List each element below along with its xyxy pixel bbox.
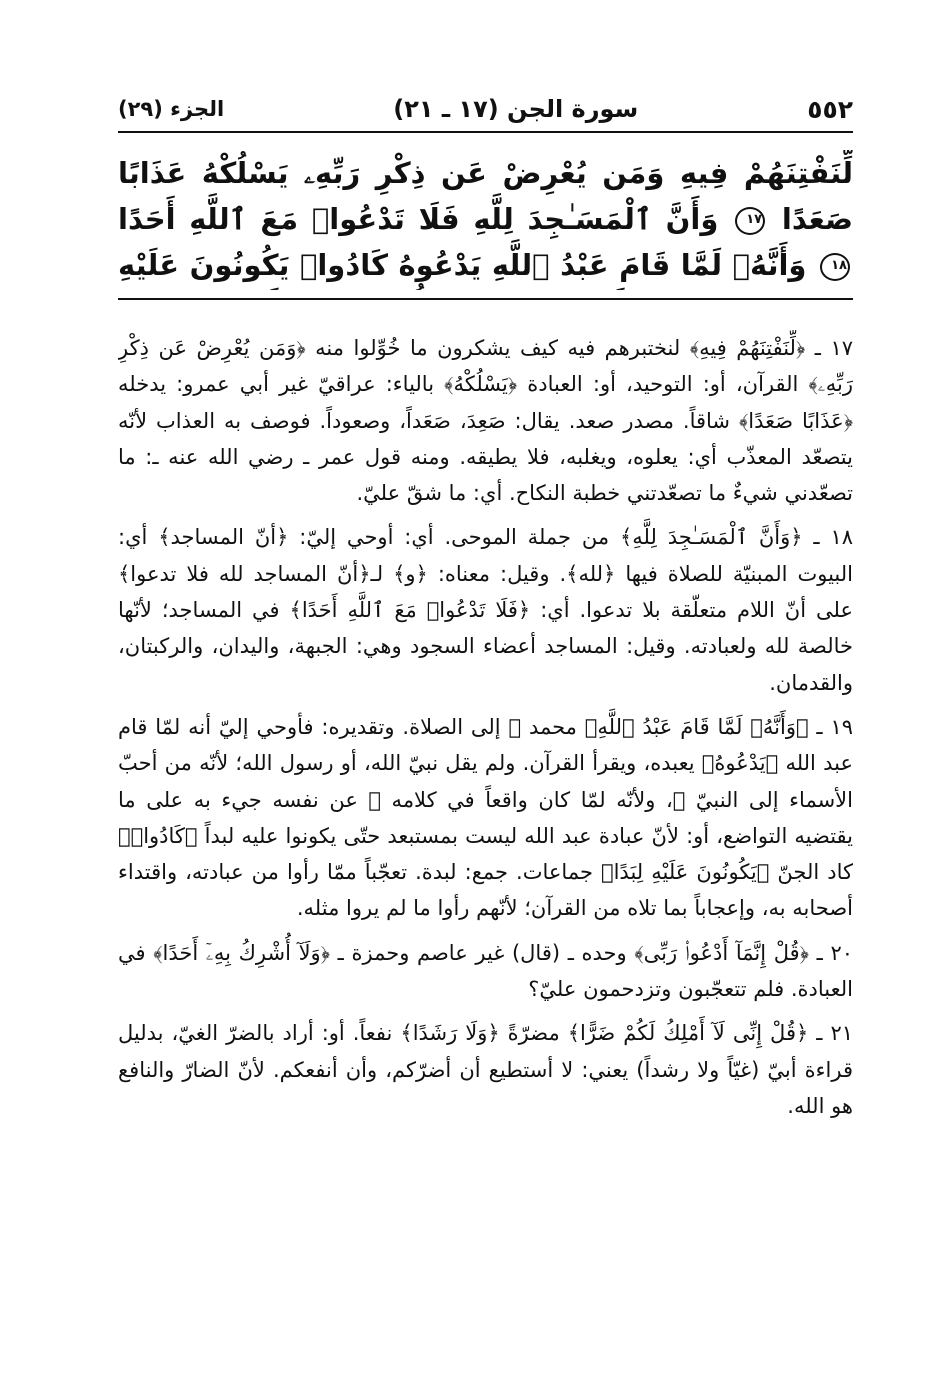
commentary-block (118, 330, 853, 1330)
verse-17-text: لِّنَفْتِنَهُمْ فِيهِ وَمَن يُعْرِضْ عَن ذِكْرِ رَبِّهِۦ يَسْلُكْهُ عَذَابًا صَعَدًا (118, 156, 853, 236)
header-divider (118, 131, 853, 133)
commentary-paragraph-20: ٢٠ ـ ﴿قُلْ إِنَّمَآ أَدْعُوا۟ رَبِّى﴾ وحده ـ (قال) غير عاصم وحمزة ـ ﴿وَلَآ أُشْرِكُ بِهِۦٓ أَحَدًا﴾ في العبادة. فلم تتعجّبون وتزدحمون عليّ؟ (118, 940, 853, 1002)
verse-18-text: وَأَنَّ ٱلْمَسَـٰجِدَ لِلَّهِ فَلَا تَدْعُوا۟ مَعَ ٱللَّهِ أَحَدًا (118, 202, 719, 236)
verse-17-marker: ١٧ (735, 207, 765, 235)
surah-title: سورة الجن (١٧ ـ ٢١) (393, 95, 639, 123)
commentary-paragraph-17: ١٧ ـ ﴿لِّنَفْتِنَهُمْ فِيهِ﴾ لنختبرهم فيه كيف يشكرون ما خُوِّلوا منه ﴿وَمَن يُعْرِضْ عَن ذِكْرِ رَبِّهِۦ﴾ القرآن، أو: التوحيد، أو: العبادة ﴿يَسْلُكْهُ﴾ بالياء: عراقيّ غير أبي عمرو: يدخله ﴿عَذَابًا صَعَدًا﴾ شاقاً. مصدر صعد. يقال: صَعِدَ، صَعَداً، وصعوداً. فوصف به العذاب لأنّه يتصعّد المعذّب أي: يعلوه، ويغلبه، فلا يطيقه. ومنه قول عمر ـ رضي الله عنه ـ: ما تصعّدني شيءٌ ما تصعّدتني خطبة النكاح. أي: ما شقّ عليّ. (118, 336, 853, 506)
commentary-paragraph-19: ١٩ ـ ﴿وَأَنَّهُۥ لَمَّا قَامَ عَبْدُ ٱللَّهِ﴾ محمد ﷺ إلى الصلاة. وتقديره: فأوحي إليّ أنه لمّا قام عبد الله ﴿يَدْعُوهُ﴾ يعبده، ويقرأ القرآن. ولم يقل نبيّ الله، أو رسول الله؛ لأنّه من أحبّ الأسماء إلى النبيّ ﷺ، ولأنّه لمّا كان واقعاً في كلامه ﷺ عن نفسه جيء به على ما يقتضيه التواضع، أو: لأنّ عبادة عبد الله ليست بمستبعد حتّى يكونوا عليه لبداً ﴿كَادُوا۟﴾ كاد الجنّ ﴿يَكُونُونَ عَلَيْهِ لِبَدًا﴾ جماعات. جمع: لبدة. تعجّباً ممّا رأوا من عبادته، واقتداء أصحابه به، وإعجاباً بما تلاه من القرآن؛ لأنّهم رأوا ما لم يروا مثله. (118, 714, 853, 921)
juz-label: الجزء (٢٩) (118, 97, 225, 121)
page-header (118, 88, 853, 130)
commentary-paragraph-18: ١٨ ـ ﴿وَأَنَّ ٱلْمَسَـٰجِدَ لِلَّهِ﴾ من جملة الموحى. أي: أوحي إليّ: ﴿أنّ المساجد﴾ أي: البيوت المبنيّة للصلاة فيها ﴿لله﴾. وقيل: معناه: ﴿و﴾ لـ﴿أنّ المساجد لله فلا تدعوا﴾ على أنّ اللام متعلّقة بلا تدعوا. أي: ﴿فَلَا تَدْعُوا۟ مَعَ ٱللَّهِ أَحَدًا﴾ في المساجد؛ لأنّها خالصة لله ولعبادته. وقيل: المساجد أعضاء السجود وهي: الجبهة، واليدان، والركبتان، والقدمان. (118, 525, 853, 695)
verse-19-text: وَأَنَّهُۥ لَمَّا قَامَ عَبْدُ ٱللَّهِ يَدْعُوهُ كَادُوا۟ يَكُونُونَ عَلَيْهِ (118, 248, 807, 282)
page-number: ٥٥٢ (807, 94, 853, 124)
quran-verses-block (118, 150, 853, 290)
verse-18-marker: ١٨ (820, 253, 850, 281)
verses-divider (118, 298, 853, 300)
commentary-paragraph-21: ٢١ ـ ﴿قُلْ إِنِّى لَآ أَمْلِكُ لَكُمْ ضَرًّا﴾ مضرّةً ﴿وَلَا رَشَدًا﴾ نفعاً. أو: أراد بالضرّ الغيّ، بدليل قراءة أبيّ (غيّاً ولا رشداً) يعني: لا أستطيع أن أضرّكم، وأن أنفعكم. لأنّ الضارّ والنافع هو الله. (118, 1021, 853, 1118)
